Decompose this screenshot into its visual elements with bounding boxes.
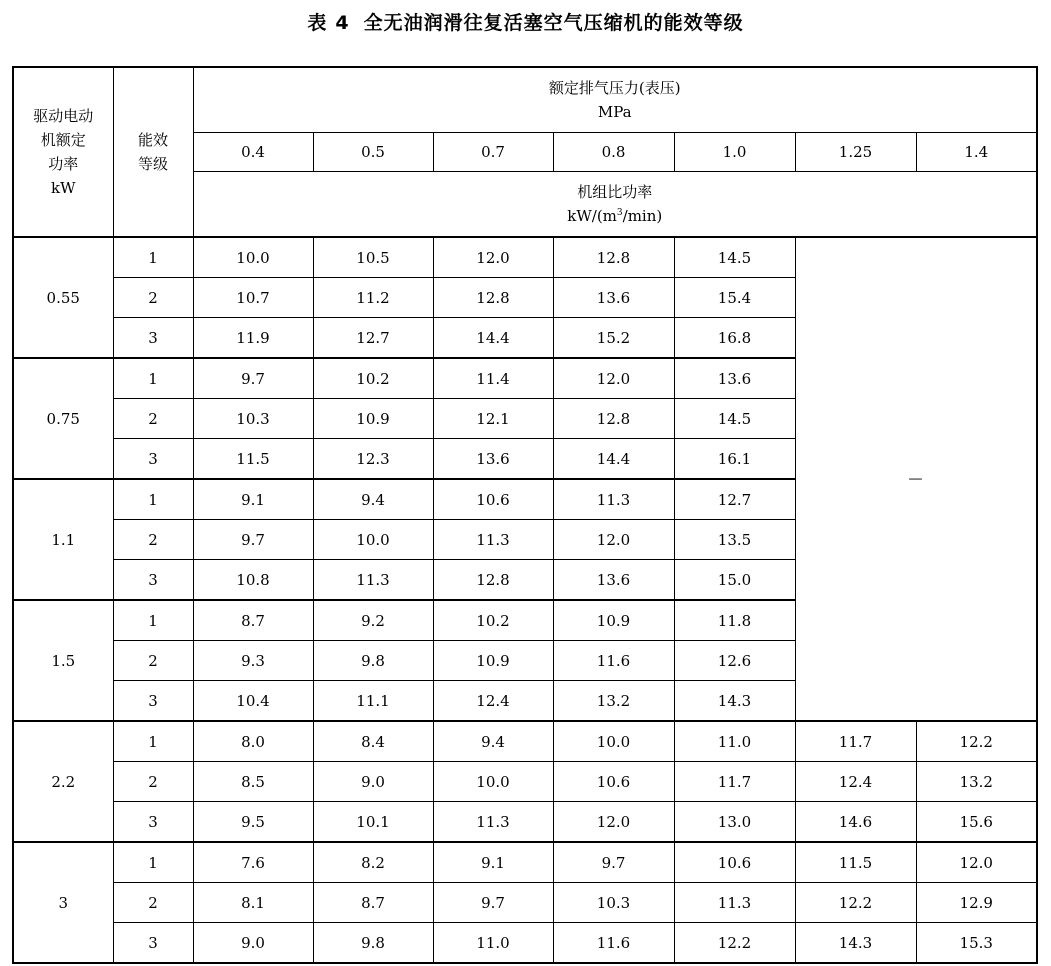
value-cell: 12.0 xyxy=(553,520,674,560)
motor-power-header-line: 驱动电动 xyxy=(33,107,94,125)
value-cell: 9.8 xyxy=(313,923,433,964)
value-cell: 13.0 xyxy=(674,802,795,843)
specific-power-header xyxy=(193,172,1037,238)
value-cell: 11.3 xyxy=(433,802,553,843)
value-cell: 14.5 xyxy=(674,237,795,278)
pressure-cell: 1.4 xyxy=(916,133,1037,172)
value-cell: 8.7 xyxy=(193,600,313,641)
grade-cell: 3 xyxy=(113,560,193,601)
specific-power-unit-pre: kW/(m xyxy=(567,207,617,225)
value-cell: 10.7 xyxy=(193,278,313,318)
specific-power-unit-post: /min) xyxy=(622,207,663,225)
value-cell: 11.1 xyxy=(313,681,433,722)
value-cell: 12.0 xyxy=(553,802,674,843)
grade-cell: 2 xyxy=(113,399,193,439)
value-cell: 10.6 xyxy=(553,762,674,802)
pressure-header xyxy=(193,67,1037,133)
value-cell: 10.0 xyxy=(313,520,433,560)
motor-power-cell: 1.1 xyxy=(13,479,113,600)
grade-cell: 3 xyxy=(113,439,193,480)
pressure-cell: 0.7 xyxy=(433,133,553,172)
value-cell: 12.4 xyxy=(795,762,916,802)
grade-cell: 2 xyxy=(113,278,193,318)
value-cell: 15.6 xyxy=(916,802,1037,843)
motor-power-cell: 2.2 xyxy=(13,721,113,842)
value-cell: 12.2 xyxy=(674,923,795,964)
grade-header xyxy=(113,67,193,237)
value-cell: 12.2 xyxy=(795,883,916,923)
specific-power-unit-sup: 3 xyxy=(616,208,623,218)
value-cell: 10.0 xyxy=(553,721,674,762)
value-cell: 13.2 xyxy=(553,681,674,722)
value-cell: 13.6 xyxy=(433,439,553,480)
value-cell: 13.2 xyxy=(916,762,1037,802)
value-cell: 9.2 xyxy=(313,600,433,641)
value-cell: 10.3 xyxy=(193,399,313,439)
value-cell: 11.3 xyxy=(553,479,674,520)
value-cell: 9.7 xyxy=(193,358,313,399)
value-cell: 10.9 xyxy=(553,600,674,641)
value-cell: 12.6 xyxy=(674,641,795,681)
grade-cell: 1 xyxy=(113,842,193,883)
motor-power-header xyxy=(13,67,113,237)
value-cell: 10.1 xyxy=(313,802,433,843)
grade-cell: 1 xyxy=(113,600,193,641)
value-cell: 12.8 xyxy=(553,399,674,439)
grade-cell: 1 xyxy=(113,237,193,278)
value-cell: 9.7 xyxy=(193,520,313,560)
value-cell: 10.4 xyxy=(193,681,313,722)
value-cell: 11.9 xyxy=(193,318,313,359)
table-row xyxy=(13,721,1037,762)
motor-power-cell: 1.5 xyxy=(13,600,113,721)
value-cell: 12.1 xyxy=(433,399,553,439)
table-number: 4 xyxy=(335,12,350,34)
value-cell: 11.6 xyxy=(553,641,674,681)
value-cell: 12.2 xyxy=(916,721,1037,762)
value-cell: 12.9 xyxy=(916,883,1037,923)
value-cell: 14.3 xyxy=(795,923,916,964)
grade-cell: 3 xyxy=(113,318,193,359)
value-cell: 13.5 xyxy=(674,520,795,560)
specific-power-unit xyxy=(194,204,1037,228)
value-cell: 8.7 xyxy=(313,883,433,923)
value-cell: 9.1 xyxy=(433,842,553,883)
table-label: 表 xyxy=(307,12,328,34)
grade-header-line: 等级 xyxy=(137,155,168,173)
motor-power-cell: 0.75 xyxy=(13,358,113,479)
value-cell: 11.8 xyxy=(674,600,795,641)
specific-power-label: 机组比功率 xyxy=(577,183,653,201)
value-cell: 12.0 xyxy=(433,237,553,278)
value-cell: 12.0 xyxy=(553,358,674,399)
value-cell: 8.0 xyxy=(193,721,313,762)
value-cell: 11.3 xyxy=(433,520,553,560)
pressure-cell: 1.0 xyxy=(674,133,795,172)
value-cell: 9.8 xyxy=(313,641,433,681)
value-cell: 10.6 xyxy=(433,479,553,520)
pressure-header-label: 额定排气压力(表压) xyxy=(548,79,681,97)
value-cell: 10.0 xyxy=(433,762,553,802)
value-cell: 8.2 xyxy=(313,842,433,883)
value-cell: 12.7 xyxy=(674,479,795,520)
table-row xyxy=(13,237,1037,278)
grade-cell: 3 xyxy=(113,681,193,722)
grade-cell: 2 xyxy=(113,520,193,560)
value-cell: 12.4 xyxy=(433,681,553,722)
grade-cell: 2 xyxy=(113,883,193,923)
value-cell: 12.8 xyxy=(553,237,674,278)
value-cell: 14.5 xyxy=(674,399,795,439)
value-cell: 11.2 xyxy=(313,278,433,318)
value-cell: 10.9 xyxy=(313,399,433,439)
value-cell: 14.4 xyxy=(433,318,553,359)
value-cell: 11.7 xyxy=(674,762,795,802)
pressure-unit: MPa xyxy=(597,103,632,121)
grade-cell: 1 xyxy=(113,358,193,399)
value-cell: 11.4 xyxy=(433,358,553,399)
value-cell: 15.4 xyxy=(674,278,795,318)
value-cell: 13.6 xyxy=(553,560,674,601)
value-cell: 10.9 xyxy=(433,641,553,681)
table-row xyxy=(13,802,1037,843)
table-title xyxy=(0,8,1051,35)
table-row xyxy=(13,842,1037,883)
empty-cell: — xyxy=(795,237,1037,721)
value-cell: 12.3 xyxy=(313,439,433,480)
value-cell: 10.3 xyxy=(553,883,674,923)
value-cell: 11.5 xyxy=(193,439,313,480)
value-cell: 8.5 xyxy=(193,762,313,802)
value-cell: 14.3 xyxy=(674,681,795,722)
value-cell: 8.1 xyxy=(193,883,313,923)
motor-power-cell: 3 xyxy=(13,842,113,963)
value-cell: 13.6 xyxy=(674,358,795,399)
value-cell: 14.4 xyxy=(553,439,674,480)
pressure-cell: 0.8 xyxy=(553,133,674,172)
value-cell: 11.3 xyxy=(313,560,433,601)
motor-power-header-line: kW xyxy=(50,179,76,197)
table-row xyxy=(13,762,1037,802)
value-cell: 10.2 xyxy=(433,600,553,641)
motor-power-header-line: 功率 xyxy=(48,155,79,173)
value-cell: 16.1 xyxy=(674,439,795,480)
value-cell: 9.4 xyxy=(433,721,553,762)
value-cell: 9.0 xyxy=(313,762,433,802)
value-cell: 15.2 xyxy=(553,318,674,359)
value-cell: 11.0 xyxy=(674,721,795,762)
value-cell: 11.0 xyxy=(433,923,553,964)
value-cell: 12.8 xyxy=(433,560,553,601)
value-cell: 10.2 xyxy=(313,358,433,399)
value-cell: 12.0 xyxy=(916,842,1037,883)
value-cell: 10.6 xyxy=(674,842,795,883)
value-cell: 16.8 xyxy=(674,318,795,359)
value-cell: 12.7 xyxy=(313,318,433,359)
grade-cell: 2 xyxy=(113,762,193,802)
motor-power-cell: 0.55 xyxy=(13,237,113,358)
motor-power-header-line: 机额定 xyxy=(40,131,86,149)
table-row xyxy=(13,923,1037,964)
table-caption: 全无油润滑往复活塞空气压缩机的能效等级 xyxy=(363,12,744,34)
grade-cell: 3 xyxy=(113,802,193,843)
pressure-cell: 0.4 xyxy=(193,133,313,172)
value-cell: 12.8 xyxy=(433,278,553,318)
value-cell: 11.7 xyxy=(795,721,916,762)
value-cell: 11.3 xyxy=(674,883,795,923)
grade-cell: 3 xyxy=(113,923,193,964)
value-cell: 10.8 xyxy=(193,560,313,601)
energy-efficiency-table xyxy=(12,66,1038,964)
value-cell: 9.0 xyxy=(193,923,313,964)
value-cell: 9.5 xyxy=(193,802,313,843)
value-cell: 11.5 xyxy=(795,842,916,883)
grade-cell: 2 xyxy=(113,641,193,681)
table-row xyxy=(13,883,1037,923)
value-cell: 13.6 xyxy=(553,278,674,318)
value-cell: 15.0 xyxy=(674,560,795,601)
pressure-cell: 0.5 xyxy=(313,133,433,172)
value-cell: 9.7 xyxy=(433,883,553,923)
value-cell: 14.6 xyxy=(795,802,916,843)
pressure-cell: 1.25 xyxy=(795,133,916,172)
value-cell: 10.0 xyxy=(193,237,313,278)
grade-header-line: 能效 xyxy=(137,131,168,149)
value-cell: 8.4 xyxy=(313,721,433,762)
value-cell: 9.3 xyxy=(193,641,313,681)
grade-cell: 1 xyxy=(113,721,193,762)
grade-cell: 1 xyxy=(113,479,193,520)
value-cell: 9.7 xyxy=(553,842,674,883)
value-cell: 7.6 xyxy=(193,842,313,883)
value-cell: 9.1 xyxy=(193,479,313,520)
value-cell: 10.5 xyxy=(313,237,433,278)
value-cell: 15.3 xyxy=(916,923,1037,964)
value-cell: 11.6 xyxy=(553,923,674,964)
value-cell: 9.4 xyxy=(313,479,433,520)
